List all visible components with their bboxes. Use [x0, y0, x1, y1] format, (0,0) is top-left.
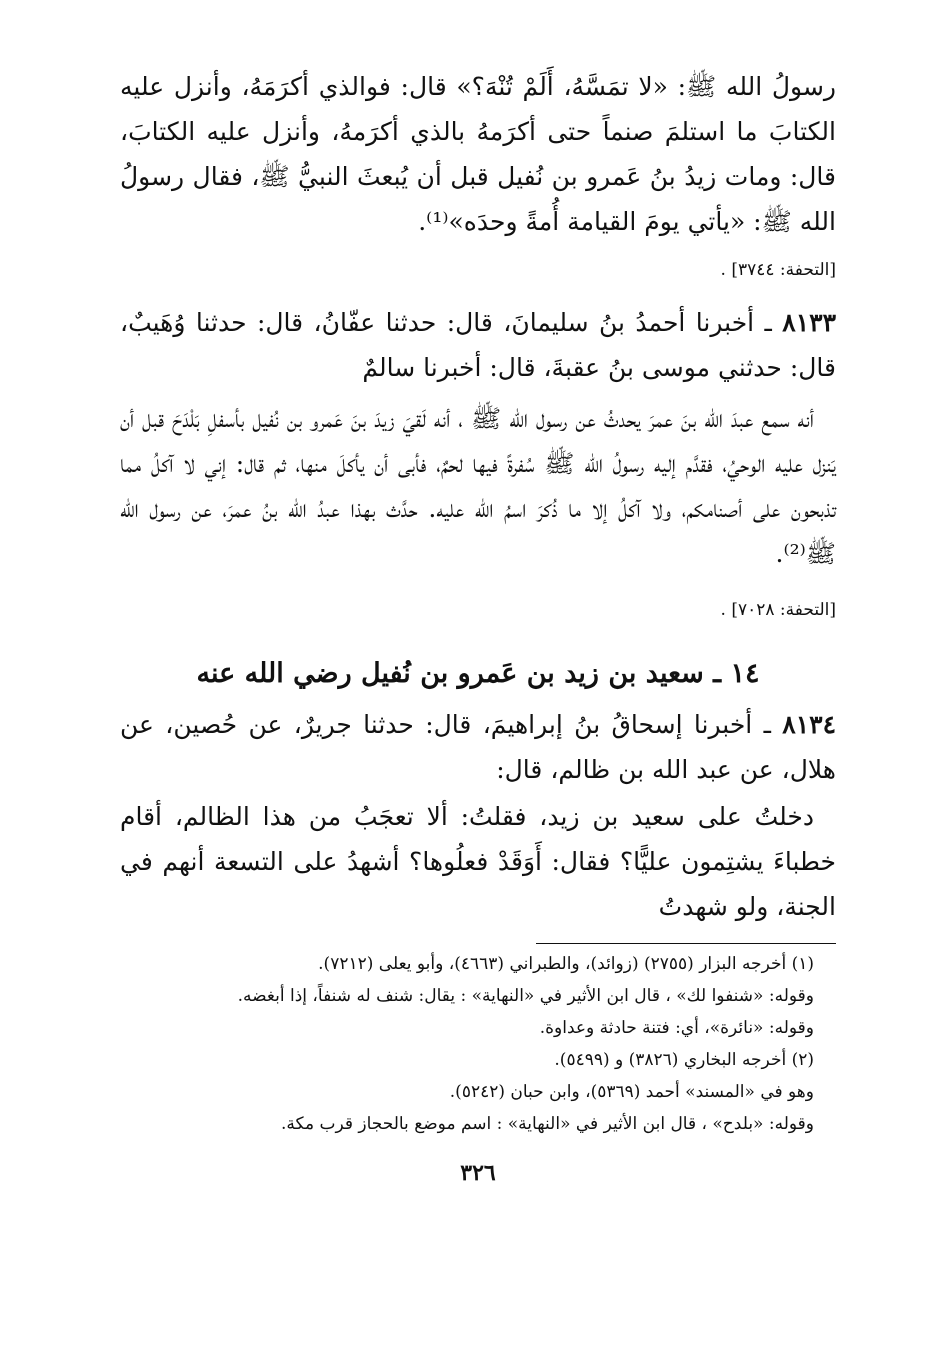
tuhfa-reference: [التحفة: ٧٠٢٨] .: [720, 600, 836, 620]
paragraph-continued: رسولُ الله ﷺ: «لا تمَسَّهُ، أَلَمْ تُنْهَ؟» قال: فوالذي أكرَمَهُ، وأنزل عليه الكتابَ ما استلمَ صنماً حتى أكرَمهُ بالذي أكرَمهُ، وأنزل عليه الكتابَ، قال: ومات زيدُ بنُ عَمرو بن نُفيل قبل أن يُبعثَ النبيُّ ﷺ، فقال رسولُ الله ﷺ: «يأتي يومَ القيامة أُمةً وحدَه»⁽¹⁾.: [120, 72, 836, 236]
footnotes: [120, 948, 836, 1140]
footnote-line: وقوله: «نائرة»، أي: فتنة حادثة وعداوة.: [539, 1018, 814, 1038]
isnad-text: ـ أخبرنا إسحاقُ بنُ إبراهيمَ، قال: حدثنا جريرٌ، عن حُصين، عن هلال، عن عبد الله بن ظالم، قال:: [120, 710, 836, 784]
footnote-line: (١) أخرجه البزار (٢٧٥٥) (زوائد)، والطبراني (٤٦٦٣)، وأبو يعلى (٧٢١٢).: [318, 954, 814, 974]
footnote-line: (٢) أخرجه البخاري (٣٨٢٦) و (٥٤٩٩).: [554, 1050, 814, 1070]
section-heading: ١٤ ـ سعيد بن زيد بن عَمرو بن نُفيل رضي الله عنه: [196, 658, 760, 689]
hadith-8134-matn: دخلتُ على سعيد بن زيد، فقلتُ: ألا تعجَبُ من هذا الظالم، أقام خطباءَ يشتِمون عليًّا؟ فقال: أَوَقَدْ فعلُوها؟ أشهدُ على التسعة أنهم في الجنة، ولو شهدتُ: [120, 802, 836, 921]
isnad-text: ـ أخبرنا أحمدُ بنُ سليمانَ، قال: حدثنا عفّانُ، قال: حدثنا وُهَيبٌ، قال: حدثني موسى بنُ عقبةَ، قال: أخبرنا سالمٌ: [120, 308, 836, 382]
hadith-number: ٨١٣٣: [782, 308, 836, 337]
hadith-8133-matn: أنه سمع عبدَ الله بنَ عمرَ يحدثُ عن رسول الله ﷺ ، أنه لَقيَ زيدَ بنَ عَمرو بن نُفيل بأسفلِ بَلْدَحَ قبل أن يَنزل عليه الوحيُ، فقدَّم إليه رسولُ الله ﷺ سُفرةً فيها لحمٌ، فأبى أن يأكلَ منها، ثم قال: إني لا آكلُ مما تذبحون على أصنامكم، ولا آكلُ إلا ما ذُكرَ اسمُ الله عليه. حدَّث بهذا عبدُ الله بنُ عمرَ، عن رسول الله ﷺ⁽²⁾.: [120, 404, 836, 568]
hadith-8134-isnad: [120, 702, 836, 792]
footnote-line: وقوله: «بلدح» ، قال ابن الأثير في «النهاية» : اسم موضع بالحجاز قرب مكة.: [281, 1114, 814, 1134]
footnote-line: وقوله: «شنفوا لك» ، قال ابن الأثير في «النهاية» : يقال: شنف له شنفاً، إذا أبغضه.: [237, 986, 814, 1006]
page-body: [120, 52, 836, 1186]
hadith-number: ٨١٣٤: [782, 710, 836, 739]
footnote-line: وهو في «المسند» أحمد (٥٣٦٩)، وابن حبان (٥٢٤٢).: [449, 1082, 814, 1102]
hadith-8133-isnad: [120, 300, 836, 390]
page-number: ٣٢٦: [460, 1160, 496, 1186]
tuhfa-reference: [التحفة: ٣٧٤٤] .: [720, 260, 836, 280]
footnote-divider: [536, 943, 836, 944]
